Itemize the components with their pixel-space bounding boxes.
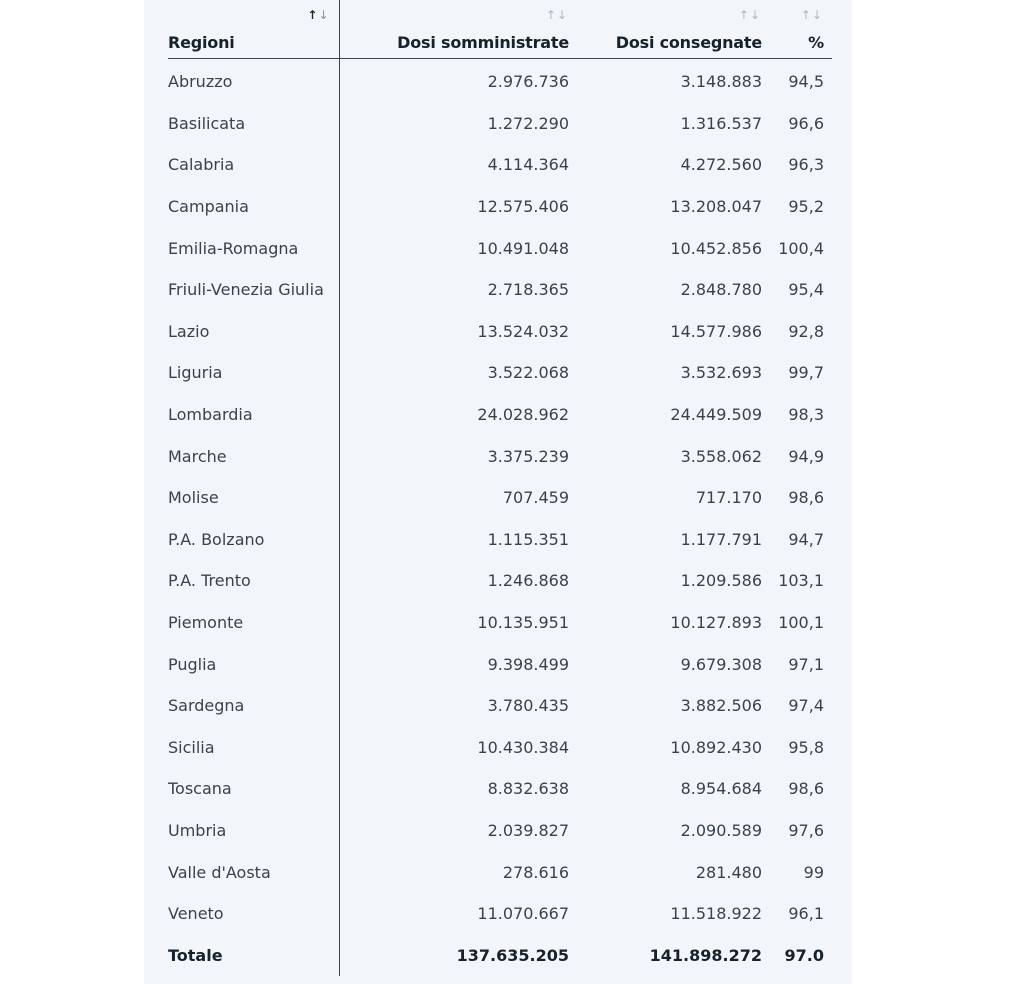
cell-administered: 3.375.239 xyxy=(487,446,569,466)
total-row xyxy=(168,934,832,976)
cell-administered: 2.039.827 xyxy=(487,820,569,840)
cell-delivered: 10.452.856 xyxy=(670,238,762,258)
cell-delivered: 1.177.791 xyxy=(680,529,762,549)
cell-region: Calabria xyxy=(168,144,339,186)
cell-delivered: 3.148.883 xyxy=(680,72,762,92)
table-row xyxy=(168,519,832,561)
cell-region: Toscana xyxy=(168,768,339,810)
cell-delivered: 13.208.047 xyxy=(670,197,762,217)
cell-administered: 10.491.048 xyxy=(477,238,569,258)
cell-percent: 98,3 xyxy=(788,405,824,425)
cell-region: Liguria xyxy=(168,352,339,394)
cell-administered: 8.832.638 xyxy=(487,779,569,799)
cell-delivered: 10.127.893 xyxy=(670,613,762,633)
cell-administered: 2.718.365 xyxy=(487,280,569,300)
cell-administered: 10.430.384 xyxy=(477,737,569,757)
cell-delivered: 2.090.589 xyxy=(680,820,762,840)
cell-administered: 9.398.499 xyxy=(487,654,569,674)
cell-delivered: 2.848.780 xyxy=(680,280,762,300)
cell-administered: 3.522.068 xyxy=(487,363,569,383)
cell-percent: 97.0 xyxy=(784,945,824,965)
cell-region: Puglia xyxy=(168,643,339,685)
cell-delivered: 1.316.537 xyxy=(680,113,762,133)
cell-percent: 96,6 xyxy=(788,113,824,133)
table-row xyxy=(168,435,832,477)
table-row xyxy=(168,768,832,810)
cell-region: Valle d'Aosta xyxy=(168,851,339,893)
cell-delivered: 3.882.506 xyxy=(680,696,762,716)
cell-delivered: 11.518.922 xyxy=(670,904,762,924)
cell-administered: 3.780.435 xyxy=(487,696,569,716)
cell-percent: 100,1 xyxy=(778,613,824,633)
cell-percent: 97,4 xyxy=(788,696,824,716)
cell-administered: 24.028.962 xyxy=(477,405,569,425)
cell-administered: 1.115.351 xyxy=(487,529,569,549)
cell-percent: 92,8 xyxy=(788,321,824,341)
sort-arrows-icon[interactable] xyxy=(739,8,760,22)
cell-delivered: 717.170 xyxy=(695,488,762,508)
table-body xyxy=(168,59,832,977)
cell-percent: 100,4 xyxy=(778,238,824,258)
sort-up-icon: ↑ xyxy=(545,8,556,22)
cell-region: Sicilia xyxy=(168,727,339,769)
table-row xyxy=(168,810,832,852)
cell-region: Piemonte xyxy=(168,602,339,644)
column-header-dosi-somministrate[interactable] xyxy=(339,0,577,59)
table-row xyxy=(168,352,832,394)
table-row xyxy=(168,643,832,685)
header-row xyxy=(168,0,832,59)
cell-delivered: 141.898.272 xyxy=(649,945,762,965)
cell-administered: 1.246.868 xyxy=(487,571,569,591)
cell-percent: 97,1 xyxy=(788,654,824,674)
column-header-label: Regioni xyxy=(168,33,235,52)
column-header-dosi-consegnate[interactable] xyxy=(577,0,770,59)
cell-percent: 96,1 xyxy=(788,904,824,924)
cell-percent: 95,8 xyxy=(788,737,824,757)
column-header-label: Dosi somministrate xyxy=(397,33,569,52)
cell-delivered: 4.272.560 xyxy=(680,155,762,175)
sort-down-icon: ↓ xyxy=(556,8,567,22)
table-row xyxy=(168,103,832,145)
cell-administered: 707.459 xyxy=(502,488,569,508)
sort-up-icon: ↑ xyxy=(738,8,749,22)
cell-region: P.A. Trento xyxy=(168,560,339,602)
cell-region: Umbria xyxy=(168,810,339,852)
cell-delivered: 10.892.430 xyxy=(670,737,762,757)
cell-administered: 2.976.736 xyxy=(487,72,569,92)
cell-percent: 99,7 xyxy=(788,363,824,383)
cell-percent: 95,4 xyxy=(788,280,824,300)
cell-delivered: 1.209.586 xyxy=(680,571,762,591)
cell-administered: 12.575.406 xyxy=(477,197,569,217)
cell-administered: 13.524.032 xyxy=(477,321,569,341)
cell-region: Sardegna xyxy=(168,685,339,727)
table-row xyxy=(168,727,832,769)
cell-region: Abruzzo xyxy=(168,59,339,103)
cell-region: Marche xyxy=(168,435,339,477)
cell-percent: 94,7 xyxy=(788,529,824,549)
cell-region: Emilia-Romagna xyxy=(168,227,339,269)
sort-up-icon: ↑ xyxy=(800,8,811,22)
table-row xyxy=(168,893,832,935)
column-header-label: % xyxy=(808,33,824,52)
table-row xyxy=(168,311,832,353)
column-header-percent[interactable] xyxy=(770,0,832,59)
table-row xyxy=(168,144,832,186)
sort-arrows-icon[interactable] xyxy=(546,8,567,22)
table-row xyxy=(168,602,832,644)
table-panel xyxy=(144,0,852,984)
cell-delivered: 9.679.308 xyxy=(680,654,762,674)
cell-percent: 95,2 xyxy=(788,197,824,217)
sort-arrows-icon[interactable] xyxy=(801,8,822,22)
cell-administered: 278.616 xyxy=(502,862,569,882)
cell-percent: 94,5 xyxy=(788,72,824,92)
cell-region: Veneto xyxy=(168,893,339,935)
cell-percent: 97,6 xyxy=(788,820,824,840)
sort-down-icon: ↓ xyxy=(318,8,329,22)
cell-administered: 1.272.290 xyxy=(487,113,569,133)
column-header-regioni[interactable] xyxy=(168,0,339,59)
cell-delivered: 281.480 xyxy=(695,862,762,882)
cell-administered: 4.114.364 xyxy=(487,155,569,175)
cell-percent: 99 xyxy=(803,862,824,882)
cell-region: Molise xyxy=(168,477,339,519)
cell-region: Lombardia xyxy=(168,394,339,436)
cell-delivered: 3.558.062 xyxy=(680,446,762,466)
cell-region: Basilicata xyxy=(168,103,339,145)
table-row xyxy=(168,477,832,519)
table-row xyxy=(168,685,832,727)
table-row xyxy=(168,560,832,602)
table-row xyxy=(168,851,832,893)
table-row xyxy=(168,59,832,103)
cell-administered: 10.135.951 xyxy=(477,613,569,633)
cell-percent: 103,1 xyxy=(778,571,824,591)
cell-percent: 94,9 xyxy=(788,446,824,466)
cell-delivered: 24.449.509 xyxy=(670,405,762,425)
column-header-label: Dosi consegnate xyxy=(615,33,762,52)
cell-region: Lazio xyxy=(168,311,339,353)
table-header xyxy=(168,0,832,59)
cell-region: Totale xyxy=(168,934,339,976)
cell-delivered: 3.532.693 xyxy=(680,363,762,383)
sort-down-icon: ↓ xyxy=(749,8,760,22)
cell-percent: 96,3 xyxy=(788,155,824,175)
cell-percent: 98,6 xyxy=(788,779,824,799)
cell-region: Friuli-Venezia Giulia xyxy=(168,269,339,311)
sort-down-icon: ↓ xyxy=(811,8,822,22)
sort-up-icon: ↑ xyxy=(307,8,318,22)
table-row xyxy=(168,186,832,228)
vaccine-doses-table xyxy=(168,0,832,976)
table-row xyxy=(168,227,832,269)
cell-delivered: 14.577.986 xyxy=(670,321,762,341)
table-row xyxy=(168,269,832,311)
table-row xyxy=(168,394,832,436)
cell-percent: 98,6 xyxy=(788,488,824,508)
cell-administered: 11.070.667 xyxy=(477,904,569,924)
cell-administered: 137.635.205 xyxy=(456,945,569,965)
sort-arrows-icon[interactable] xyxy=(307,8,328,22)
cell-region: P.A. Bolzano xyxy=(168,519,339,561)
cell-region: Campania xyxy=(168,186,339,228)
cell-delivered: 8.954.684 xyxy=(680,779,762,799)
